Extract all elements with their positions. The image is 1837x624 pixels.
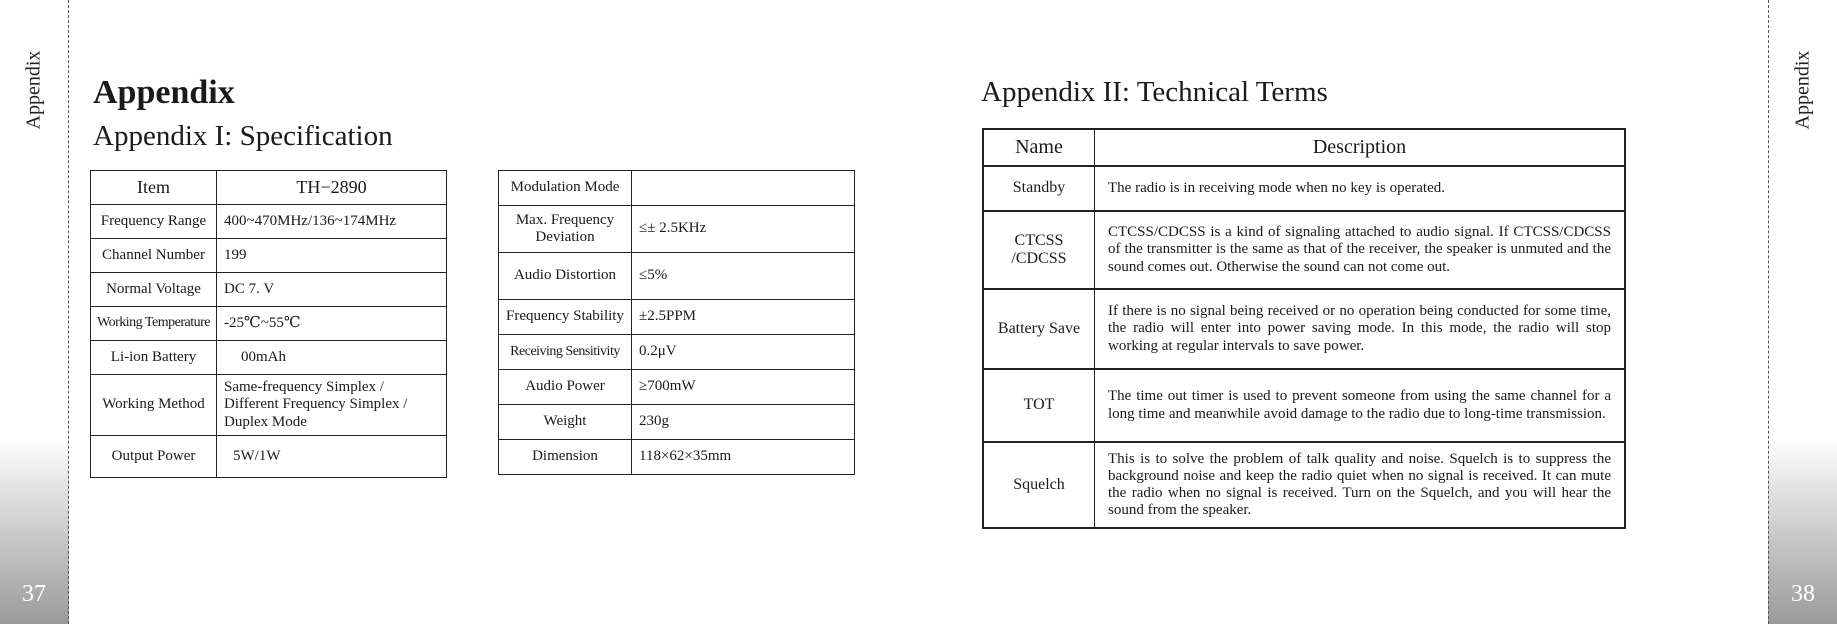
specification-table-1 [90, 170, 447, 478]
table-row [499, 335, 855, 370]
spec-label: Li-ion Battery [91, 341, 217, 375]
spec-value: 230g [632, 405, 855, 440]
spec-value: ≤± 2.5KHz [632, 206, 855, 253]
term-name: TOT [983, 369, 1095, 442]
spec-label: Working Temperature [91, 307, 217, 341]
section-specification-title: Appendix I: Specification [93, 120, 393, 152]
left-margin-band [0, 0, 69, 624]
spec-value: 400~470MHz/136~174MHz [217, 205, 447, 239]
table-header-row [91, 171, 447, 205]
spec-label: Audio Power [499, 370, 632, 405]
table-row [983, 166, 1625, 211]
term-description: The radio is in receiving mode when no key is operated. [1095, 166, 1626, 211]
term-description: If there is no signal being received or no operation being conducted for some time, the radio will enter into power saving mode. In this mode, the radio will stop working at regular intervals to save power. [1095, 289, 1626, 369]
left-page-number: 37 [22, 581, 46, 607]
table-row [983, 369, 1625, 442]
spec-label: Normal Voltage [91, 273, 217, 307]
table-row [499, 206, 855, 253]
table-row [91, 307, 447, 341]
spec-value: 118×62×35mm [632, 440, 855, 475]
spec-label: Working Method [91, 375, 217, 436]
spec-label: Max. Frequency Deviation [499, 206, 632, 253]
technical-terms-table [982, 128, 1626, 529]
table-row [983, 289, 1625, 369]
header-cell: Description [1095, 129, 1626, 166]
table-row [499, 440, 855, 475]
table-row [91, 341, 447, 375]
spec-value: -25℃~55℃ [217, 307, 447, 341]
table-row [499, 253, 855, 300]
spec-label: Weight [499, 405, 632, 440]
spec-value [632, 171, 855, 206]
left-side-label: Appendix [22, 50, 45, 130]
spec-value: 199 [217, 239, 447, 273]
term-description: The time out timer is used to prevent someone from using the same channel for a long time and meanwhile avoid damage to the radio due to long-time transmission. [1095, 369, 1626, 442]
right-page-number: 38 [1791, 581, 1815, 607]
table-header-row [983, 129, 1625, 166]
table-row [499, 370, 855, 405]
page-title: Appendix [93, 74, 235, 111]
term-description: This is to solve the problem of talk quality and noise. Squelch is to suppress the background noise and keep the radio quiet when no signal is received. It can mute the radio when no signal is received. Turn on the Squelch, and you will hear the sound from the speaker. [1095, 442, 1626, 528]
term-name: Squelch [983, 442, 1095, 528]
spec-value: Same-frequency Simplex / Different Frequency Simplex / Duplex Mode [217, 375, 447, 436]
right-margin-band [1768, 0, 1837, 624]
table-row [91, 436, 447, 478]
term-name: Standby [983, 166, 1095, 211]
table-row [499, 300, 855, 335]
header-cell: Name [983, 129, 1095, 166]
spec-value: 0.2μV [632, 335, 855, 370]
term-name: Battery Save [983, 289, 1095, 369]
table-row [91, 375, 447, 436]
spec-label: Frequency Range [91, 205, 217, 239]
spec-label: Frequency Stability [499, 300, 632, 335]
spec-value: 5W/1W [217, 436, 447, 478]
term-name: CTCSS /CDCSS [983, 211, 1095, 289]
spec-label: Audio Distortion [499, 253, 632, 300]
spec-label: Channel Number [91, 239, 217, 273]
spec-label: Modulation Mode [499, 171, 632, 206]
table-row [91, 273, 447, 307]
table-row [499, 405, 855, 440]
section-technical-terms-title: Appendix II: Technical Terms [981, 76, 1328, 108]
table-row [499, 171, 855, 206]
spec-value: ≤5% [632, 253, 855, 300]
spec-value: DC 7. V [217, 273, 447, 307]
spec-label: Output Power [91, 436, 217, 478]
header-cell: TH−2890 [217, 171, 447, 205]
term-description: CTCSS/CDCSS is a kind of signaling attached to audio signal. If CTCSS/CDCSS of the transmitter is the same as that of the receiver, the speaker is unmuted and the sound comes out. Otherwise the sound can not come out. [1095, 211, 1626, 289]
spec-label: Receiving Sensitivity [499, 335, 632, 370]
spec-value: 00mAh [217, 341, 447, 375]
table-row [91, 205, 447, 239]
spec-value: ±2.5PPM [632, 300, 855, 335]
header-cell: Item [91, 171, 217, 205]
spec-value: ≥700mW [632, 370, 855, 405]
specification-table-2 [498, 170, 855, 475]
spec-label: Dimension [499, 440, 632, 475]
table-row [983, 211, 1625, 289]
table-row [983, 442, 1625, 528]
right-side-label: Appendix [1791, 50, 1814, 130]
table-row [91, 239, 447, 273]
